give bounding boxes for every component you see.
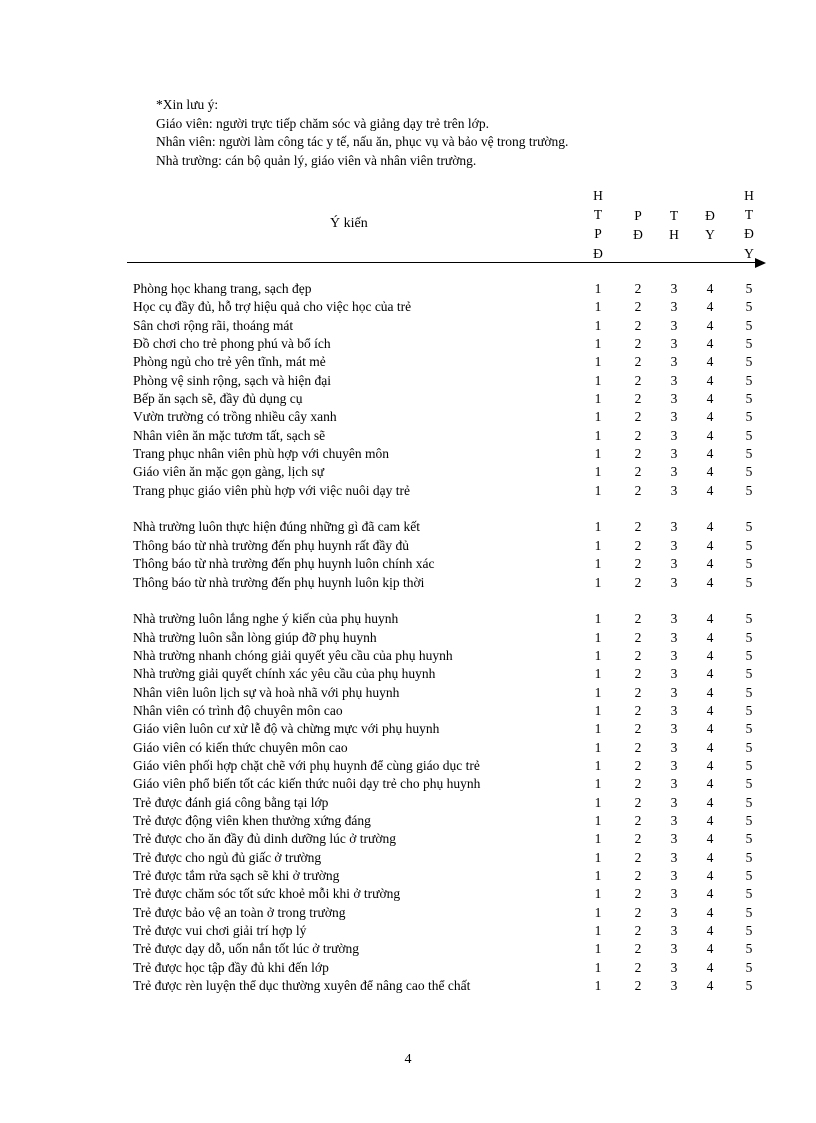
rating-option-5[interactable]: 5	[745, 886, 753, 902]
rating-option-2[interactable]: 2	[634, 574, 642, 590]
rating-option-1[interactable]: 1	[594, 464, 602, 480]
header-letter: H	[669, 227, 679, 243]
rating-option-4[interactable]: 4	[706, 574, 714, 590]
question-text: Phòng ngủ cho trẻ yên tĩnh, mát mẻ	[133, 354, 326, 370]
question-text: Sân chơi rộng rãi, thoáng mát	[133, 317, 294, 333]
rating-option-2[interactable]: 2	[634, 519, 642, 535]
rating-option-1[interactable]: 1	[594, 776, 602, 792]
rating-option-4[interactable]: 4	[706, 281, 714, 296]
rating-option-3[interactable]: 3	[670, 776, 678, 792]
scale-header-4	[700, 206, 720, 244]
question-text: Nhà trường luôn thực hiện đúng những gì đã cam kết	[133, 519, 421, 535]
rating-option-3[interactable]: 3	[670, 923, 678, 939]
table-row	[0, 775, 816, 793]
rating-option-2[interactable]: 2	[634, 372, 642, 388]
table-row	[0, 849, 816, 867]
rating-option-1[interactable]: 1	[594, 794, 602, 810]
rating-option-4[interactable]: 4	[706, 978, 714, 994]
rating-option-5[interactable]: 5	[745, 629, 753, 645]
rating-option-3[interactable]: 3	[670, 519, 678, 535]
rating-option-3[interactable]: 3	[670, 684, 678, 700]
table-row	[0, 610, 816, 628]
question-text: Nhà trường giải quyết chính xác yêu cầu của phụ huynh	[133, 666, 436, 682]
rating-option-5[interactable]: 5	[745, 372, 753, 388]
rating-option-1[interactable]: 1	[594, 482, 602, 498]
rating-option-4[interactable]: 4	[706, 556, 714, 572]
question-text: Vườn trường có trồng nhiều cây xanh	[133, 409, 337, 425]
header-letter: P	[594, 226, 602, 242]
table-row	[0, 574, 816, 592]
question-text: Nhân viên ăn mặc tươm tất, sạch sẽ	[133, 427, 326, 443]
rating-option-1[interactable]: 1	[594, 941, 602, 957]
rating-option-3[interactable]: 3	[670, 757, 678, 773]
table-row	[0, 702, 816, 720]
question-text: Giáo viên luôn cư xử lễ độ và chừng mực với phụ huynh	[133, 721, 440, 737]
table-row	[0, 482, 816, 500]
rating-option-3[interactable]: 3	[670, 629, 678, 645]
rating-option-4[interactable]: 4	[706, 776, 714, 792]
rating-option-5[interactable]: 5	[745, 794, 753, 810]
rating-option-5[interactable]: 5	[745, 281, 753, 296]
rating-option-5[interactable]: 5	[745, 739, 753, 755]
rating-option-2[interactable]: 2	[634, 702, 642, 718]
rating-option-4[interactable]: 4	[706, 684, 714, 700]
rating-option-1[interactable]: 1	[594, 556, 602, 572]
rating-option-4[interactable]: 4	[706, 409, 714, 425]
survey-table	[0, 280, 816, 995]
rating-option-2[interactable]: 2	[634, 794, 642, 810]
rating-option-5[interactable]: 5	[745, 776, 753, 792]
rating-option-1[interactable]: 1	[594, 336, 602, 352]
rating-option-5[interactable]: 5	[745, 446, 753, 462]
rating-option-3[interactable]: 3	[670, 886, 678, 902]
scale-header-5	[739, 186, 759, 263]
rating-option-1[interactable]: 1	[594, 886, 602, 902]
question-text: Học cụ đầy đủ, hỗ trợ hiệu quả cho việc học của trẻ	[133, 299, 412, 315]
scale-header-3	[664, 206, 684, 244]
table-row	[0, 555, 816, 573]
rating-option-3[interactable]: 3	[670, 537, 678, 553]
header-letter: Đ	[744, 226, 754, 242]
question-text: Trẻ được dạy dỗ, uốn nắn tốt lúc ở trường	[133, 941, 360, 957]
rating-option-5[interactable]: 5	[745, 537, 753, 553]
rating-option-5[interactable]: 5	[745, 299, 753, 315]
question-text: Giáo viên ăn mặc gọn gàng, lịch sự	[133, 464, 325, 480]
table-row	[0, 867, 816, 885]
table-row	[0, 629, 816, 647]
rating-option-1[interactable]: 1	[594, 372, 602, 388]
rating-option-5[interactable]: 5	[745, 959, 753, 975]
rating-option-3[interactable]: 3	[670, 427, 678, 443]
rating-option-3[interactable]: 3	[670, 831, 678, 847]
question-text: Nhân viên có trình độ chuyên môn cao	[133, 702, 343, 718]
table-row	[0, 684, 816, 702]
header-letter: T	[744, 207, 754, 223]
header-letter: H	[744, 188, 754, 203]
rating-option-2[interactable]: 2	[634, 281, 642, 296]
rating-option-3[interactable]: 3	[670, 702, 678, 718]
rating-option-3[interactable]: 3	[670, 721, 678, 737]
rating-option-5[interactable]: 5	[745, 904, 753, 920]
question-text: Thông báo từ nhà trường đến phụ huynh rất đầy đủ	[133, 537, 409, 553]
rating-option-2[interactable]: 2	[634, 611, 642, 627]
rating-option-3[interactable]: 3	[670, 868, 678, 883]
rating-option-1[interactable]: 1	[594, 317, 602, 333]
header-letter: P	[634, 208, 642, 223]
rating-option-1[interactable]: 1	[594, 849, 602, 865]
rating-option-3[interactable]: 3	[670, 647, 678, 663]
question-text: Trẻ được vui chơi giải trí hợp lý	[133, 923, 307, 939]
rating-option-4[interactable]: 4	[706, 794, 714, 810]
rating-option-1[interactable]: 1	[594, 684, 602, 700]
rating-option-1[interactable]: 1	[594, 647, 602, 663]
question-text: Nhà trường luôn sẵn lòng giúp đỡ phụ huynh	[133, 629, 377, 645]
question-text: Nhà trường nhanh chóng giải quyết yêu cầu của phụ huynh	[133, 647, 453, 663]
rating-option-4[interactable]: 4	[706, 849, 714, 865]
rating-option-2[interactable]: 2	[634, 868, 642, 883]
rating-option-1[interactable]: 1	[594, 959, 602, 975]
rating-option-3[interactable]: 3	[670, 666, 678, 682]
rating-option-2[interactable]: 2	[634, 299, 642, 315]
question-text: Trẻ được rèn luyện thể dục thường xuyên để nâng cao thể chất	[133, 978, 471, 994]
rating-option-4[interactable]: 4	[706, 923, 714, 939]
rating-option-3[interactable]: 3	[670, 574, 678, 590]
rating-option-4[interactable]: 4	[706, 611, 714, 627]
header-letter: Đ	[633, 227, 643, 243]
header-letter: Y	[705, 227, 715, 243]
rating-option-2[interactable]: 2	[634, 666, 642, 682]
rating-option-3[interactable]: 3	[670, 372, 678, 388]
rating-option-2[interactable]: 2	[634, 336, 642, 352]
rating-option-5[interactable]: 5	[745, 941, 753, 957]
rating-option-2[interactable]: 2	[634, 978, 642, 994]
table-row	[0, 298, 816, 316]
rating-option-3[interactable]: 3	[670, 739, 678, 755]
rating-option-4[interactable]: 4	[706, 354, 714, 370]
rating-option-3[interactable]: 3	[670, 281, 678, 296]
rating-option-2[interactable]: 2	[634, 831, 642, 847]
header-letter: Y	[744, 245, 754, 261]
rating-option-4[interactable]: 4	[706, 868, 714, 883]
rating-option-4[interactable]: 4	[706, 941, 714, 957]
table-row	[0, 739, 816, 757]
rating-option-5[interactable]: 5	[745, 556, 753, 572]
rating-option-2[interactable]: 2	[634, 849, 642, 865]
rating-option-5[interactable]: 5	[745, 812, 753, 828]
rating-option-1[interactable]: 1	[594, 702, 602, 718]
note-block	[156, 96, 568, 170]
rating-option-3[interactable]: 3	[670, 354, 678, 370]
rating-option-2[interactable]: 2	[634, 812, 642, 828]
rating-option-4[interactable]: 4	[706, 391, 714, 407]
question-text: Trẻ được bảo vệ an toàn ở trong trường	[133, 904, 346, 920]
rating-option-4[interactable]: 4	[706, 482, 714, 498]
rating-option-2[interactable]: 2	[634, 904, 642, 920]
rating-option-5[interactable]: 5	[745, 354, 753, 370]
question-text: Trẻ được cho ăn đầy đủ dinh dưỡng lúc ở trường	[133, 831, 396, 847]
rating-option-5[interactable]: 5	[745, 757, 753, 773]
question-text: Thông báo từ nhà trường đến phụ huynh luôn chính xác	[133, 556, 435, 572]
table-row	[0, 940, 816, 958]
rating-option-4[interactable]: 4	[706, 739, 714, 755]
rating-option-5[interactable]: 5	[745, 336, 753, 352]
rating-option-5[interactable]: 5	[745, 427, 753, 443]
table-row	[0, 335, 816, 353]
rating-option-5[interactable]: 5	[745, 391, 753, 407]
rating-option-4[interactable]: 4	[706, 372, 714, 388]
rating-option-3[interactable]: 3	[670, 849, 678, 865]
rating-option-4[interactable]: 4	[706, 702, 714, 718]
question-text: Đồ chơi cho trẻ phong phú và bổ ích	[133, 336, 331, 352]
rating-option-4[interactable]: 4	[706, 831, 714, 847]
question-text: Trẻ được chăm sóc tốt sức khoẻ mỗi khi ở trường	[133, 886, 401, 902]
table-row	[0, 317, 816, 335]
rating-option-2[interactable]: 2	[634, 941, 642, 957]
rating-option-5[interactable]: 5	[745, 574, 753, 590]
rating-option-4[interactable]: 4	[706, 446, 714, 462]
rating-option-3[interactable]: 3	[670, 317, 678, 333]
table-row	[0, 720, 816, 738]
rating-option-1[interactable]: 1	[594, 299, 602, 315]
header-letter: T	[593, 207, 603, 223]
rating-option-2[interactable]: 2	[634, 391, 642, 407]
rating-option-2[interactable]: 2	[634, 776, 642, 792]
rating-option-5[interactable]: 5	[745, 684, 753, 700]
opinion-header: Ý kiến	[330, 216, 368, 231]
rating-option-2[interactable]: 2	[634, 959, 642, 975]
rating-option-5[interactable]: 5	[745, 868, 753, 883]
rating-option-4[interactable]: 4	[706, 666, 714, 682]
rating-option-1[interactable]: 1	[594, 281, 602, 296]
rating-option-4[interactable]: 4	[706, 464, 714, 480]
rating-option-3[interactable]: 3	[670, 611, 678, 627]
header-axis-line	[127, 262, 757, 263]
rating-option-5[interactable]: 5	[745, 831, 753, 847]
rating-option-3[interactable]: 3	[670, 299, 678, 315]
table-row	[0, 977, 816, 995]
question-text: Nhân viên luôn lịch sự và hoà nhã với phụ huynh	[133, 684, 400, 700]
rating-option-1[interactable]: 1	[594, 446, 602, 462]
table-row	[0, 830, 816, 848]
rating-option-3[interactable]: 3	[670, 978, 678, 994]
rating-option-1[interactable]: 1	[594, 409, 602, 425]
rating-option-4[interactable]: 4	[706, 904, 714, 920]
rating-option-2[interactable]: 2	[634, 427, 642, 443]
rating-option-3[interactable]: 3	[670, 482, 678, 498]
question-text: Giáo viên có kiến thức chuyên môn cao	[133, 739, 348, 755]
header-letter: H	[593, 188, 603, 203]
group-spacer	[0, 592, 816, 610]
table-row	[0, 537, 816, 555]
rating-option-3[interactable]: 3	[670, 336, 678, 352]
question-text: Giáo viên phối hợp chặt chẽ với phụ huynh để cùng giáo dục trẻ	[133, 757, 480, 773]
table-row	[0, 794, 816, 812]
question-text: Nhà trường luôn lắng nghe ý kiến của phụ huynh	[133, 611, 399, 627]
rating-option-2[interactable]: 2	[634, 886, 642, 902]
rating-option-5[interactable]: 5	[745, 519, 753, 535]
rating-option-1[interactable]: 1	[594, 812, 602, 828]
rating-option-1[interactable]: 1	[594, 427, 602, 443]
scale-header-2	[628, 206, 648, 244]
header-letter: Đ	[593, 245, 603, 261]
rating-option-1[interactable]: 1	[594, 868, 602, 883]
question-text: Bếp ăn sạch sẽ, đầy đủ dụng cụ	[133, 391, 303, 407]
rating-option-2[interactable]: 2	[634, 556, 642, 572]
rating-option-4[interactable]: 4	[706, 537, 714, 553]
note-line: Giáo viên: người trực tiếp chăm sóc và giảng dạy trẻ trên lớp.	[156, 115, 489, 131]
rating-option-4[interactable]: 4	[706, 647, 714, 663]
rating-option-1[interactable]: 1	[594, 904, 602, 920]
rating-option-2[interactable]: 2	[634, 923, 642, 939]
rating-option-5[interactable]: 5	[745, 482, 753, 498]
rating-option-3[interactable]: 3	[670, 794, 678, 810]
rating-option-3[interactable]: 3	[670, 556, 678, 572]
table-row	[0, 647, 816, 665]
rating-option-1[interactable]: 1	[594, 666, 602, 682]
rating-option-2[interactable]: 2	[634, 464, 642, 480]
rating-option-2[interactable]: 2	[634, 757, 642, 773]
table-row	[0, 445, 816, 463]
rating-option-2[interactable]: 2	[634, 409, 642, 425]
table-row	[0, 390, 816, 408]
table-row	[0, 353, 816, 371]
rating-option-3[interactable]: 3	[670, 446, 678, 462]
question-text: Trẻ được cho ngủ đủ giấc ở trường	[133, 849, 322, 865]
question-text: Phòng học khang trang, sạch đẹp	[133, 281, 312, 296]
rating-option-1[interactable]: 1	[594, 354, 602, 370]
rating-option-1[interactable]: 1	[594, 978, 602, 994]
rating-option-3[interactable]: 3	[670, 904, 678, 920]
rating-option-2[interactable]: 2	[634, 721, 642, 737]
table-row	[0, 904, 816, 922]
rating-option-2[interactable]: 2	[634, 482, 642, 498]
rating-option-4[interactable]: 4	[706, 757, 714, 773]
question-text: Trang phục nhân viên phù hợp với chuyên môn	[133, 446, 389, 462]
header-letter: T	[669, 208, 679, 223]
table-row	[0, 427, 816, 445]
rating-option-4[interactable]: 4	[706, 721, 714, 737]
table-row	[0, 408, 816, 426]
rating-option-4[interactable]: 4	[706, 959, 714, 975]
question-text: Giáo viên phổ biến tốt các kiến thức nuôi dạy trẻ cho phụ huynh	[133, 776, 481, 792]
rating-option-3[interactable]: 3	[670, 941, 678, 957]
rating-option-5[interactable]: 5	[745, 317, 753, 333]
page-number: 4	[404, 1052, 412, 1067]
rating-option-5[interactable]: 5	[745, 611, 753, 627]
rating-option-5[interactable]: 5	[745, 978, 753, 994]
axis-arrow-icon	[755, 258, 766, 268]
rating-option-5[interactable]: 5	[745, 647, 753, 663]
rating-option-4[interactable]: 4	[706, 427, 714, 443]
question-text: Trẻ được học tập đầy đủ khi đến lớp	[133, 959, 329, 975]
rating-option-5[interactable]: 5	[745, 666, 753, 682]
rating-option-2[interactable]: 2	[634, 317, 642, 333]
rating-option-1[interactable]: 1	[594, 574, 602, 590]
table-row	[0, 885, 816, 903]
rating-option-3[interactable]: 3	[670, 959, 678, 975]
table-row	[0, 757, 816, 775]
question-text: Trẻ được đánh giá công bằng tại lớp	[133, 794, 329, 810]
rating-option-3[interactable]: 3	[670, 464, 678, 480]
group-spacer	[0, 500, 816, 518]
rating-option-4[interactable]: 4	[706, 812, 714, 828]
rating-option-5[interactable]: 5	[745, 409, 753, 425]
rating-option-2[interactable]: 2	[634, 446, 642, 462]
rating-option-4[interactable]: 4	[706, 317, 714, 333]
rating-option-5[interactable]: 5	[745, 923, 753, 939]
rating-option-1[interactable]: 1	[594, 391, 602, 407]
rating-option-2[interactable]: 2	[634, 354, 642, 370]
rating-option-1[interactable]: 1	[594, 629, 602, 645]
table-row	[0, 665, 816, 683]
table-row	[0, 922, 816, 940]
rating-option-3[interactable]: 3	[670, 391, 678, 407]
scale-header-1	[588, 186, 608, 263]
rating-option-3[interactable]: 3	[670, 812, 678, 828]
rating-option-2[interactable]: 2	[634, 684, 642, 700]
table-row	[0, 463, 816, 481]
rating-option-4[interactable]: 4	[706, 336, 714, 352]
table-row	[0, 959, 816, 977]
note-title: *Xin lưu ý:	[156, 97, 219, 112]
rating-option-1[interactable]: 1	[594, 739, 602, 755]
rating-option-5[interactable]: 5	[745, 702, 753, 718]
question-text: Trang phục giáo viên phù hợp với việc nuôi dạy trẻ	[133, 482, 410, 498]
rating-option-1[interactable]: 1	[594, 721, 602, 737]
rating-option-5[interactable]: 5	[745, 849, 753, 865]
rating-option-2[interactable]: 2	[634, 629, 642, 645]
rating-option-1[interactable]: 1	[594, 537, 602, 553]
rating-option-4[interactable]: 4	[706, 886, 714, 902]
question-text: Phòng vệ sinh rộng, sạch và hiện đại	[133, 372, 331, 388]
rating-option-4[interactable]: 4	[706, 299, 714, 315]
rating-option-1[interactable]: 1	[594, 923, 602, 939]
table-row	[0, 280, 816, 298]
note-line: Nhân viên: người làm công tác y tế, nấu ăn, phục vụ và bảo vệ trong trường.	[156, 134, 569, 149]
rating-option-2[interactable]: 2	[634, 647, 642, 663]
rating-option-4[interactable]: 4	[706, 519, 714, 535]
rating-option-5[interactable]: 5	[745, 464, 753, 480]
question-text: Thông báo từ nhà trường đến phụ huynh luôn kịp thời	[133, 574, 425, 590]
rating-option-1[interactable]: 1	[594, 611, 602, 627]
table-row	[0, 518, 816, 536]
rating-option-3[interactable]: 3	[670, 409, 678, 425]
rating-option-1[interactable]: 1	[594, 757, 602, 773]
question-text: Trẻ được động viên khen thưởng xứng đáng	[133, 812, 371, 828]
table-row	[0, 372, 816, 390]
table-row	[0, 812, 816, 830]
rating-option-1[interactable]: 1	[594, 519, 602, 535]
rating-option-4[interactable]: 4	[706, 629, 714, 645]
question-text: Trẻ được tắm rửa sạch sẽ khi ở trường	[133, 868, 340, 883]
rating-option-2[interactable]: 2	[634, 537, 642, 553]
rating-option-1[interactable]: 1	[594, 831, 602, 847]
rating-option-5[interactable]: 5	[745, 721, 753, 737]
rating-option-2[interactable]: 2	[634, 739, 642, 755]
header-letter: Đ	[705, 208, 715, 223]
note-line: Nhà trường: cán bộ quản lý, giáo viên và nhân viên trường.	[156, 152, 477, 168]
